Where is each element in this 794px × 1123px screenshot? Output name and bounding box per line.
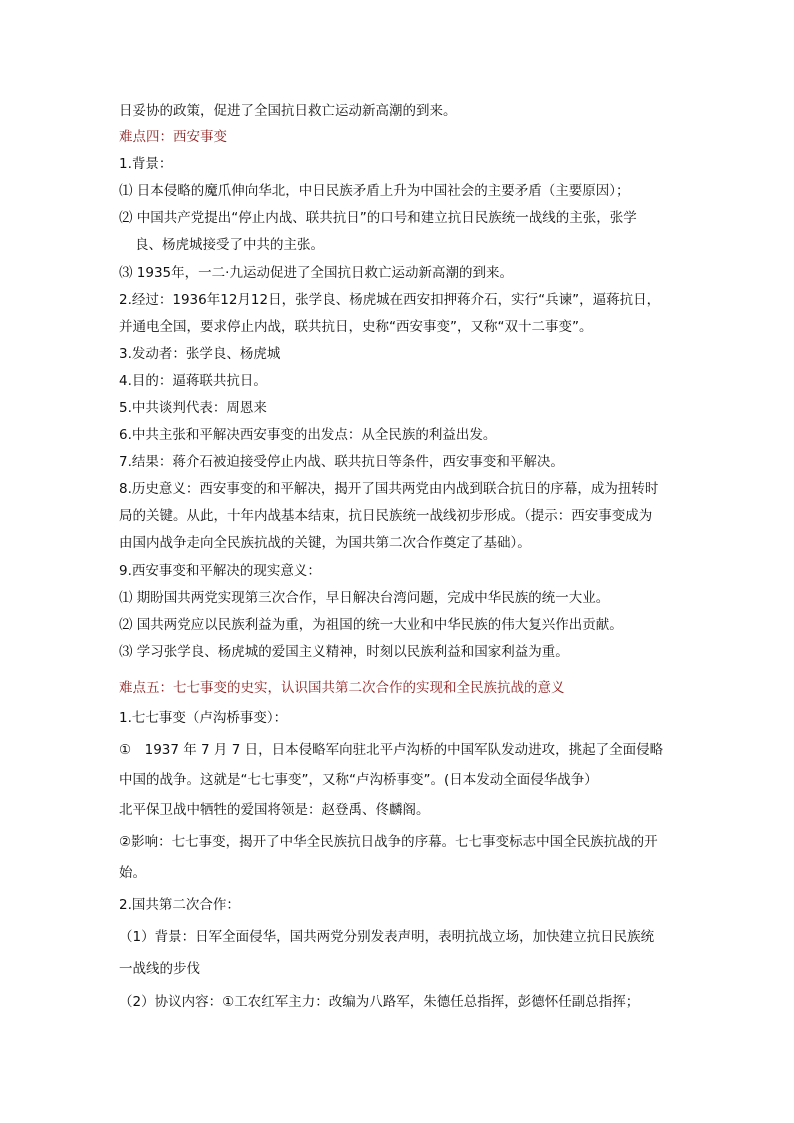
text-line-generals: 北平保卫战中牺牲的爱国将领是：赵登禹、佟麟阁。 [119, 802, 430, 818]
text-line-background-2a: ⑵ 中国共产党提出“停止内战、联共抗日”的口号和建立抗日民族统一战线的主张，张学 [119, 210, 637, 226]
text-line-realistic-3: ⑶ 学习张学良、杨虎城的爱国主义精神，时刻以民族利益和国家利益为重。 [119, 644, 569, 660]
text-line-july7-a: ① 1937 年 7 月 7 日，日本侵略军向驻北平卢沟桥的中国军队发动进攻，挑起了全面侵略 [119, 742, 664, 758]
text-line-significance-c: 由国内战争走向全民族抗战的关键，为国共第二次合作奠定了基础）。 [119, 535, 531, 551]
section-heading-difficulty-4: 难点四：西安事变 [119, 129, 227, 145]
text-line-process-b: 并通电全国，要求停止内战，联共抗日，史称“西安事变”，又称“双十二事变”。 [119, 319, 593, 335]
text-line-cooperation-bg-a: （1）背景：日军全面侵华，国共两党分别发表声明，表明抗战立场，加快建立抗日民族统 [119, 929, 655, 945]
text-line-realistic-1: ⑴ 期盼国共两党实现第三次合作，早日解决台湾问题，完成中华民族的统一大业。 [119, 590, 610, 606]
text-line-significance-b: 局的关键。从此，十年内战基本结束，抗日民族统一战线初步形成。（提示：西安事变成为 [119, 508, 653, 524]
text-line-cooperation-title: 2.国共第二次合作： [119, 897, 240, 913]
section-heading-difficulty-5: 难点五：七七事变的史实，认识国共第二次合作的实现和全民族抗战的意义 [119, 680, 565, 696]
text-line-starting-point: 6.中共主张和平解决西安事变的出发点：从全民族的利益出发。 [119, 427, 497, 443]
text-line-negotiator: 5.中共谈判代表：周恩来 [119, 400, 267, 416]
text-line-influence-b: 始。 [119, 865, 146, 881]
text-line-realistic-2: ⑵ 国共两党应以民族利益为重，为祖国的统一大业和中华民族的伟大复兴作出贡献。 [119, 617, 623, 633]
text-line-cooperation-bg-b: 一战线的步伐 [119, 961, 200, 977]
text-line-cooperation-agreement: （2）协议内容：①工农红军主力：改编为八路军，朱德任总指挥，彭德怀任副总指挥； [119, 994, 640, 1010]
text-line-continuation: 日妥协的政策，促进了全国抗日救亡运动新高潮的到来。 [119, 103, 457, 119]
text-line-july7-b: 中国的战争。这就是“七七事变”，又称“卢沟桥事变”。(日本发动全面侵华战争） [119, 772, 598, 788]
text-line-initiators: 3.发动者：张学良、杨虎城 [119, 346, 281, 362]
text-line-purpose: 4.目的：逼蒋联共抗日。 [119, 373, 267, 389]
text-line-background-1: ⑴ 日本侵略的魔爪伸向华北，中日民族矛盾上升为中国社会的主要矛盾（主要原因）； [119, 183, 630, 199]
text-line-significance-a: 8.历史意义：西安事变的和平解决，揭开了国共两党由内战到联合抗日的序幕，成为扭转时 [119, 481, 659, 497]
text-line-background-title: 1.背景： [119, 156, 173, 172]
text-line-realistic-title: 9.西安事变和平解决的现实意义： [119, 563, 321, 579]
text-line-background-3: ⑶ 1935年，一二·九运动促进了全国抗日救亡运动新高潮的到来。 [119, 265, 513, 281]
text-line-influence-a: ②影响：七七事变，揭开了中华全民族抗日战争的序幕。七七事变标志中国全民族抗战的开 [119, 834, 658, 850]
text-line-background-2b: 良、杨虎城接受了中共的主张。 [135, 237, 324, 253]
text-line-process-a: 2.经过：1936年12月12日，张学良、杨虎城在西安扣押蒋介石，实行“兵谏”，逼蒋抗日， [119, 292, 661, 308]
text-line-result: 7.结果：蒋介石被迫接受停止内战、联共抗日等条件，西安事变和平解决。 [119, 454, 564, 470]
text-line-july7-title: 1.七七事变（卢沟桥事变）： [119, 710, 288, 726]
